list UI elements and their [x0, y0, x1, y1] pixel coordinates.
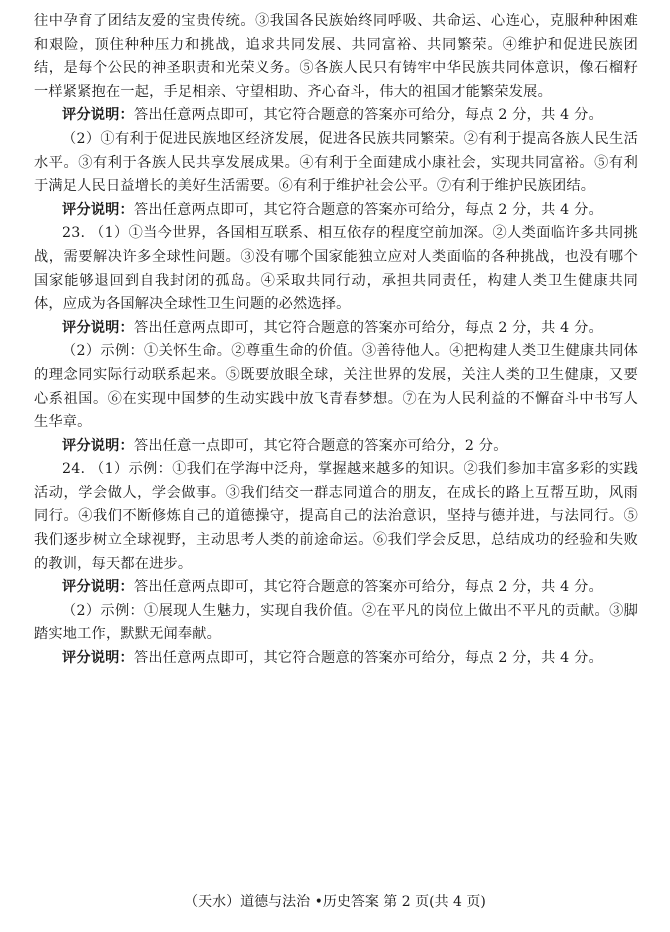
answer-paragraph: 往中孕育了团结友爱的宝贵传统。③我国各民族始终同呼吸、共命运、心连心，克服种种困难和艰险，顶住种种压力和挑战，追求共同发展、共同富裕、共同繁荣。④维护和促进民族团结，是每个公民的神圣职责和光荣义务。⑤各族人民只有铸牢中华民族共同体意识，像石榴籽一样紧紧抱在一起，手足相亲、守望相助、齐心奋斗，伟大的祖国才能繁荣发展。: [34, 13, 638, 100]
answer-paragraph: 23. （1）①当今世界，各国相互联系、相互依存的程度空前加深。②人类面临许多共同挑战，需要解决许多全球性问题。③没有哪个国家能独立应对人类面临的各种挑战，也没有哪个国家能够退回到自我封闭的孤岛。④采取共同行动，承担共同责任，构建人类卫生健康共同体，应成为各国解决全球性卫生问题的必然选择。: [34, 225, 638, 313]
answer-paragraph: 24. （1）示例：①我们在学海中泛舟，掌握越来越多的知识。②我们参加丰富多彩的实践活动，学会做人，学会做事。③我们结交一群志同道合的朋友，在成长的路上互帮互助，风雨同行。④我们不断修炼自己的道德操守，提高自己的法治意识，坚持与德并进，与法同行。⑤我们逐步树立全球视野，主动思考人类的前途命运。⑥我们学会反思，总结成功的经验和失败的教训，每天都在进步。: [34, 461, 638, 572]
page-footer: （天水）道德与法治 •历史答案 第 2 页(共 4 页): [184, 894, 486, 910]
scoring-note-text: 答出任意两点即可，其它符合题意的答案亦可给分，每点 2 分，共 4 分。: [133, 201, 603, 218]
answer-paragraph: （2）①有利于促进民族地区经济发展，促进各民族共同繁荣。②有利于提高各族人民生活水平。③有利于各族人民共享发展成果。④有利于全面建成小康社会，实现共同富裕。⑤有利于满足人民日益增长的美好生活需要。⑥有利于维护社会公平。⑦有利于维护民族团结。: [34, 130, 638, 195]
scoring-note-text: 答出任意两点即可，其它符合题意的答案亦可给分，每点 2 分，共 4 分。: [133, 579, 603, 596]
scoring-note: [34, 104, 638, 128]
scoring-note: [34, 199, 638, 223]
scoring-note-text: 答出任意两点即可，其它符合题意的答案亦可给分，每点 2 分，共 4 分。: [133, 650, 603, 667]
scoring-note: [34, 435, 638, 459]
scoring-note-text: 答出任意一点即可，其它符合题意的答案亦可给分，2 分。: [133, 437, 508, 454]
scoring-note-label: 评分说明：: [62, 201, 134, 218]
scoring-note-text: 答出任意两点即可，其它符合题意的答案亦可给分，每点 2 分，共 4 分。: [133, 319, 603, 336]
scoring-note-label: 评分说明：: [62, 319, 134, 336]
scoring-note-text: 答出任意两点即可，其它符合题意的答案亦可给分，每点 2 分，共 4 分。: [133, 107, 603, 124]
scoring-note: [34, 647, 638, 671]
scoring-note-label: 评分说明：: [62, 107, 134, 124]
scoring-note: [34, 576, 638, 600]
scoring-note-label: 评分说明：: [62, 650, 134, 667]
answer-paragraph: （2）示例：①关怀生命。②尊重生命的价值。③善待他人。④把构建人类卫生健康共同体的理念同实际行动联系起来。⑤既要放眼全球，关注世界的发展，关注人类的卫生健康，又要心系祖国。⑥在实现中国梦的生动实践中放飞青春梦想。⑦在为人民利益的不懈奋斗中书写人生华章。: [34, 343, 638, 431]
scoring-note-label: 评分说明：: [62, 579, 134, 596]
answer-page: [34, 10, 638, 671]
scoring-note: [34, 317, 638, 341]
answer-paragraph: （2）示例：①展现人生魅力，实现自我价值。②在平凡的岗位上做出不平凡的贡献。③脚踏实地工作，默默无闻奉献。: [34, 602, 638, 643]
scoring-note-label: 评分说明：: [62, 437, 134, 454]
